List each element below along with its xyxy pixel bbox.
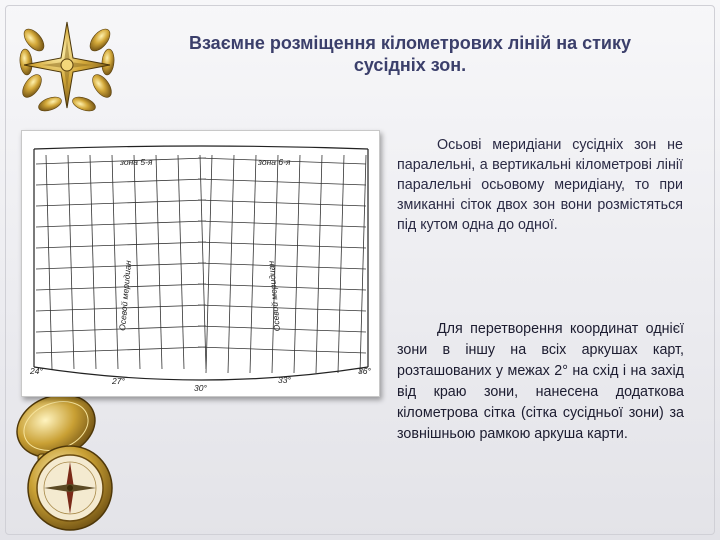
left-grid-horizontal: [36, 263, 206, 269]
right-grid-horizontal: [198, 242, 366, 248]
right-grid-vertical: [250, 155, 256, 373]
meridian-right-label: Осевой меридиан: [265, 260, 282, 332]
left-grid-vertical: [134, 155, 140, 369]
right-grid-vertical: [360, 155, 366, 373]
right-grid-horizontal: [198, 221, 366, 227]
left-grid-horizontal: [36, 221, 206, 227]
lon-label-24: 24°: [30, 366, 43, 376]
grid-diagram: [21, 130, 380, 397]
pocket-compass-icon: [8, 388, 138, 533]
right-grid-vertical: [316, 155, 322, 373]
left-grid-horizontal: [36, 179, 206, 185]
lon-label-36: 36°: [358, 366, 371, 376]
left-grid-horizontal: [36, 347, 206, 353]
right-grid-vertical: [206, 155, 212, 373]
page-title: [140, 32, 680, 76]
paragraph-coordinate-conversion: Для перетворення координат однієї зони в іншу на всіх аркушах карт, розташованих у межах 2° на схід і на захід від краю зони, нанесена додаткова кілометрова сітка (сітка сусідньої зони) за зовнішньою рамкою аркуша карти.: [397, 321, 684, 442]
kilometer-grid-map: [22, 131, 379, 396]
right-grid-horizontal: [198, 347, 366, 353]
right-grid-horizontal: [198, 305, 366, 311]
title-line-1: Взаємне розміщення кілометрових ліній на стику: [188, 33, 632, 53]
lon-label-33: 33°: [278, 375, 291, 385]
left-grid-vertical: [156, 155, 162, 369]
left-grid-horizontal: [36, 200, 206, 206]
left-grid-vertical: [112, 155, 118, 369]
left-grid-vertical: [178, 155, 184, 369]
zone-left-label: зона 5-я: [120, 157, 153, 167]
title-line-2: сусідніх зон.: [353, 55, 467, 75]
meridian-left-label: Осевой меридиан: [117, 260, 134, 332]
left-grid-vertical: [46, 155, 52, 369]
left-grid-vertical: [200, 155, 206, 369]
zone-right-label: зона 6-я: [258, 157, 291, 167]
right-grid-horizontal: [198, 200, 366, 206]
military-emblem-icon: [12, 10, 122, 120]
paragraph-axial-meridians: Осьові меридіани сусідніх зон не паралельні, а вертикальні кілометрові лінії паралельні осьовому меридіану, то при змиканні сіток двох зон вони розмістяться під кутом одна до одної.: [397, 137, 683, 233]
left-grid-vertical: [90, 155, 96, 369]
right-grid-vertical: [294, 155, 300, 373]
right-grid-horizontal: [198, 179, 366, 185]
lon-label-30: 30°: [194, 383, 207, 393]
right-grid-vertical: [338, 155, 344, 373]
lon-label-27: 27°: [112, 376, 125, 386]
left-grid-vertical: [68, 155, 74, 369]
